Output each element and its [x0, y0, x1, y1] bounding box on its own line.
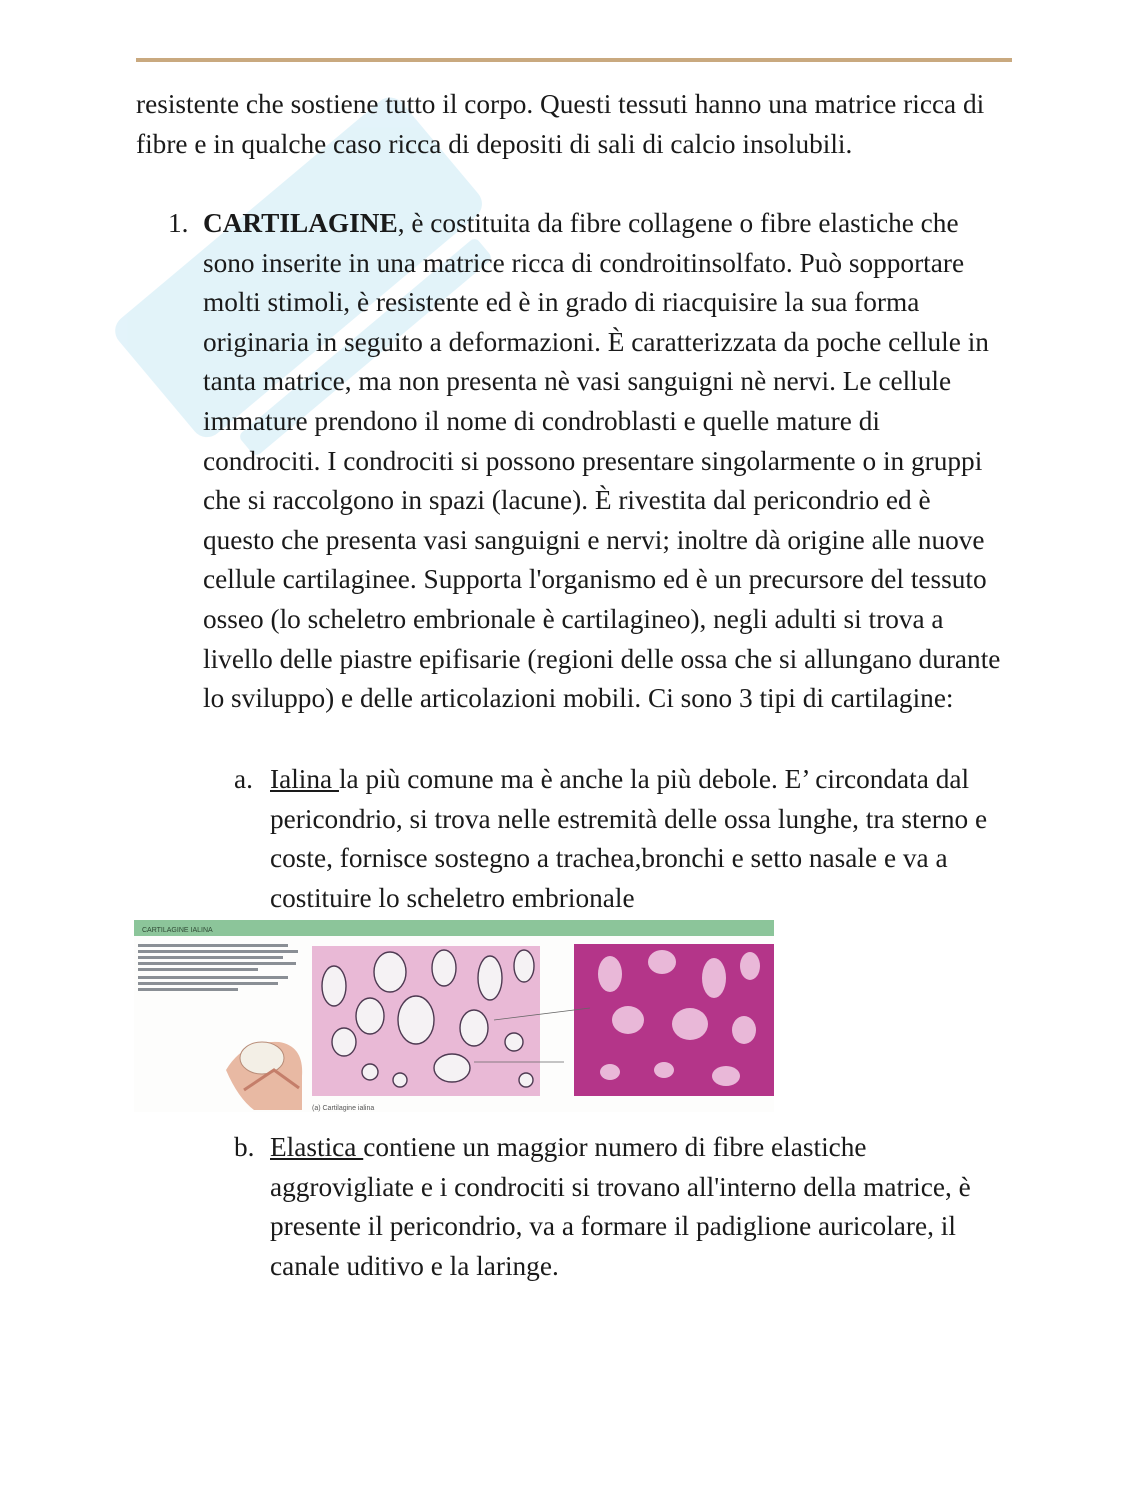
sub-text: contiene un maggior numero di fibre elastiche aggrovigliate e i condrociti si trovano all'interno della matrice, è presente il pericondrio, va a formare il padiglione auricolare, il canale uditivo e la laringe.	[270, 1132, 971, 1281]
sub-item-ialina	[234, 760, 1014, 918]
sub-term: Ialina	[270, 764, 339, 794]
list-number: 1.	[168, 208, 189, 238]
list-item-cartilagine	[168, 204, 1016, 719]
list-item-body	[203, 204, 1003, 719]
sub-text: la più comune ma è anche la più debole. E’ circondata dal pericondrio, si trova nelle estremità delle ossa lunghe, tra sterno e coste, fornisce sostegno a trachea,bronchi e setto nasale e va a costituire lo scheletro embrionale	[270, 764, 988, 913]
intro-paragraph: resistente che sostiene tutto il corpo. Questi tessuti hanno una matrice ricca di fibre e in qualche caso ricca di depositi di sali di calcio insolubili.	[136, 89, 985, 159]
sub-letter: a.	[234, 764, 253, 794]
figure-header-label: CARTILAGINE IALINA	[142, 927, 213, 934]
shoulder-illustration	[226, 1042, 302, 1110]
header-rule	[136, 58, 1012, 62]
figure-header-bar	[134, 920, 774, 936]
sub-item-elastica	[234, 1128, 1014, 1286]
item-text: , è costituita da fibre collagene o fibre elastiche che sono inserite in una matrice ricca di condroitinsolfato. Può sopportare molti stimoli, è resistente ed è in grado di riacquisire la sua forma originaria in seguito a deformazioni. È caratterizzata da poche cellule in tanta matrice, ma non presenta nè vasi sanguigni nè nervi. Le cellule immature prendono il nome di condroblasti e quelle mature di condrociti. I condrociti si possono presentare singolarmente o in gruppi che si raccolgono in spazi (lacune). È rivestita dal pericondrio ed è questo che presenta vasi sanguigni e nervi; inoltre dà origine alle nuove cellule cartilaginee. Supporta l'organismo ed è un precursore del tessuto osseo (lo scheletro embrionale è cartilagineo), negli adulti si trova a livello delle piastre epifisarie (regioni delle ossa che si allungano durante lo sviluppo) e delle articolazioni mobili. Ci sono 3 tipi di cartilagine:	[203, 208, 1001, 714]
figure-description-block	[138, 944, 298, 991]
sub-body	[270, 1128, 1010, 1286]
histology-figure	[134, 920, 774, 1112]
sub-term: Elastica	[270, 1132, 364, 1162]
item-title: CARTILAGINE	[203, 208, 398, 238]
sub-letter: b.	[234, 1132, 255, 1162]
sub-body	[270, 760, 1010, 918]
figure-caption: (a) Cartilagine ialina	[312, 1105, 375, 1112]
